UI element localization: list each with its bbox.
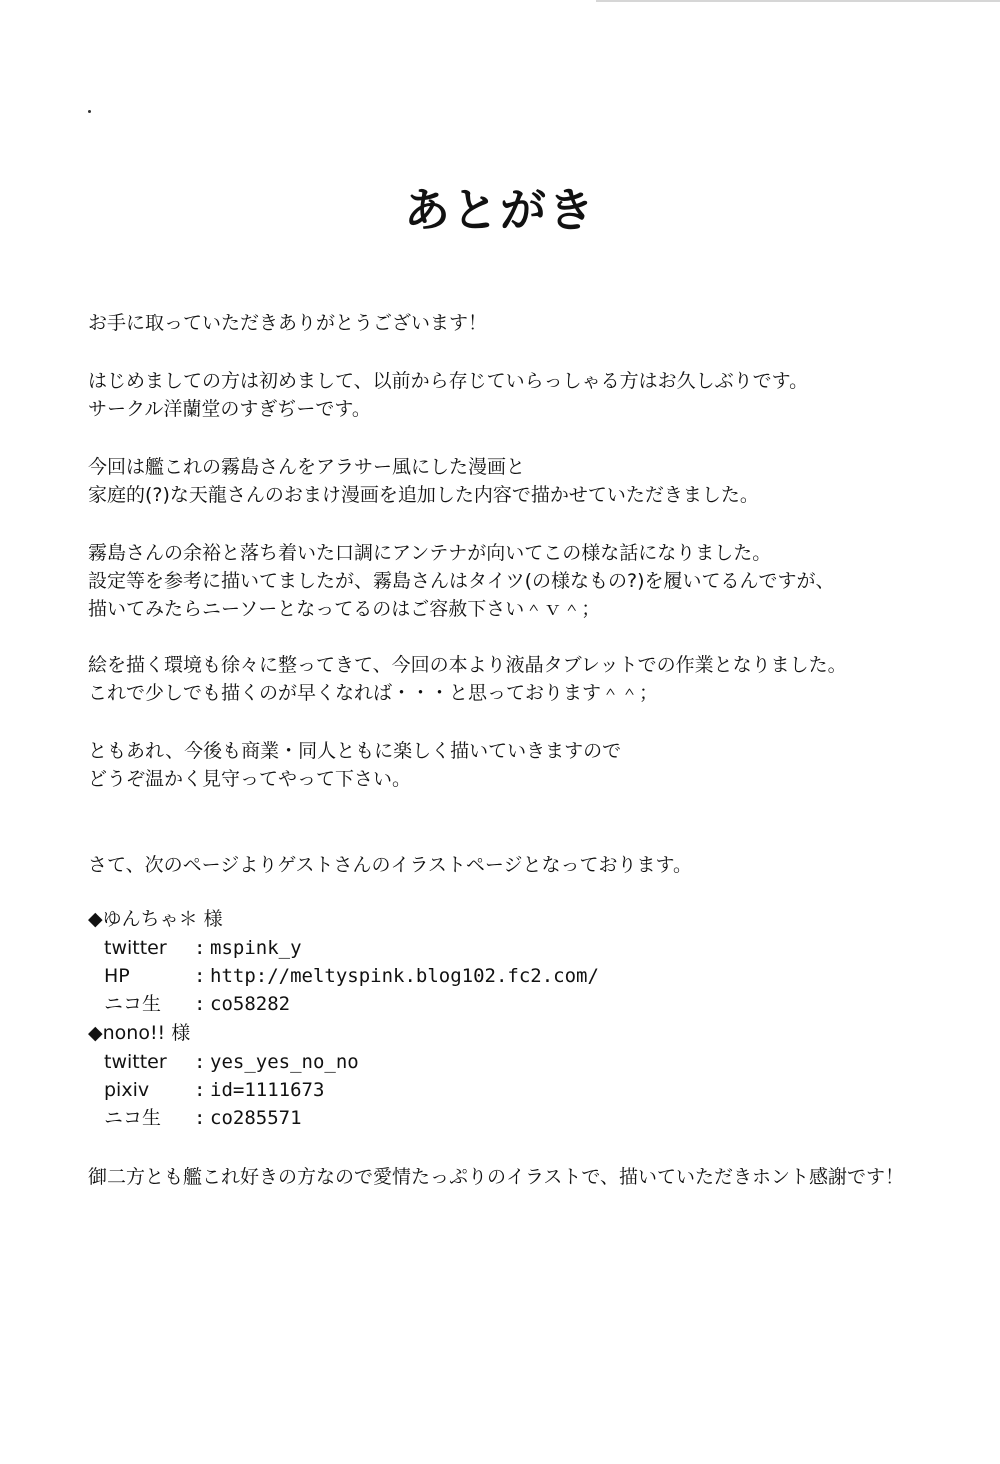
guest-info-key: twitter (104, 937, 167, 959)
guest-info-key: ニコ生 (104, 1107, 162, 1129)
guest-info-value: http://meltyspink.blog102.fc2.com/ (210, 965, 599, 987)
guest-info-row: ニコ生 : co285571 (104, 1107, 302, 1129)
guest-info-key: pixiv (104, 1079, 150, 1101)
guest-info-row: pixiv : id=1111673 (104, 1079, 325, 1101)
text-line: サークル洋蘭堂のすぎぢーです。 (88, 398, 371, 420)
guest-info-key: HP (104, 965, 130, 987)
text-line: 描いてみたらニーソーとなってるのはご容赦下さい＾ｖ＾； (88, 598, 601, 620)
text-line: お手に取っていただきありがとうございます！ (88, 312, 488, 334)
closing-line: 御二方とも艦これ好きの方なので愛情たっぷりのイラストで、描いていただきホント感謝です！ (88, 1166, 905, 1188)
text-line: 家庭的(?)な天龍さんのおまけ漫画を追加した内容で描かせていただきました。 (88, 484, 759, 506)
guest-name: ◆nono!! 様 (88, 1022, 191, 1044)
text-line: 設定等を参考に描いてましたが、霧島さんはタイツ(の様なもの?)を履いてるんですが、 (88, 570, 835, 592)
page-title: あとがき (404, 183, 596, 237)
guest-info-value: yes_yes_no_no (210, 1051, 359, 1073)
guest-info-row: twitter : mspink_y (104, 937, 302, 959)
guest-info-row: HP : http://meltyspink.blog102.fc2.com/ (104, 965, 599, 987)
text-line: ともあれ、今後も商業・同人ともに楽しく描いていきますので (88, 740, 622, 762)
page-speck (88, 110, 91, 113)
text-line: 今回は艦これの霧島さんをアラサー風にした漫画と (88, 456, 526, 478)
top-edge-line (596, 0, 1000, 2)
guest-info-row: ニコ生 : co58282 (104, 993, 291, 1015)
guest-info-value: id=1111673 (210, 1079, 325, 1101)
text-line: これで少しでも描くのが早くなれば・・・と思っております＾＾； (88, 682, 659, 704)
guest-info-key: twitter (104, 1051, 167, 1073)
guest-info-value: mspink_y (210, 937, 302, 959)
guest-info-row: twitter : yes_yes_no_no (104, 1051, 359, 1073)
text-line: 霧島さんの余裕と落ち着いた口調にアンテナが向いてこの様な話になりました。 (88, 542, 772, 564)
text-line: 絵を描く環境も徐々に整ってきて、今回の本より液晶タブレットでの作業となりました。 (88, 654, 847, 676)
guest-info-value: co285571 (210, 1107, 302, 1129)
text-line: さて、次のページよりゲストさんのイラストページとなっております。 (88, 854, 693, 876)
text-line: どうぞ温かく見守ってやって下さい。 (88, 768, 412, 790)
text-line: はじめましての方は初めまして、以前から存じていらっしゃる方はお久しぶりです。 (88, 370, 809, 392)
guest-info-key: ニコ生 (104, 993, 162, 1015)
guest-info-value: co58282 (210, 993, 291, 1015)
guest-name: ◆ゆんちゃ＊ 様 (88, 908, 223, 930)
